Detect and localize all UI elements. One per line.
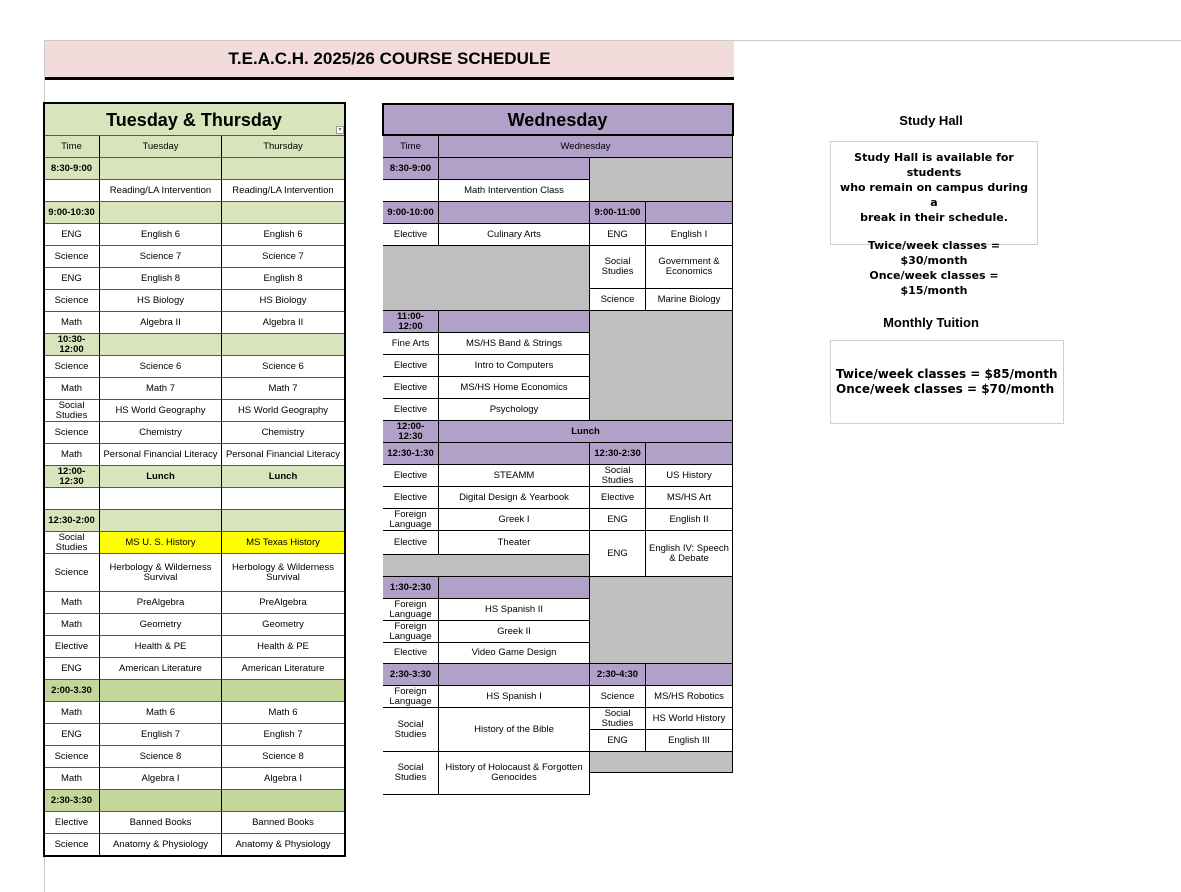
thursday-cell xyxy=(222,488,345,510)
time-cell: Math xyxy=(44,312,100,334)
wednesday-cell: MS/HS Art xyxy=(646,487,733,509)
tuesday-cell: American Literature xyxy=(100,658,222,680)
wednesday-cell: MS/HS Home Economics xyxy=(439,377,590,399)
time-cell: 9:00-10:00 xyxy=(383,202,439,224)
wednesday-cell: Culinary Arts xyxy=(439,224,590,246)
time-cell: Social Studies xyxy=(44,532,100,554)
column-header-time: Time xyxy=(383,136,439,158)
lunch-cell: Lunch xyxy=(439,421,733,443)
thursday-cell: Science 6 xyxy=(222,356,345,378)
thursday-cell: HS Biology xyxy=(222,290,345,312)
tuition-line: Once/week classes = $70/month xyxy=(836,382,1055,396)
time-cell: Elective xyxy=(44,812,100,834)
monthly-tuition-box xyxy=(830,340,1064,424)
wednesday-cell xyxy=(590,752,733,773)
wednesday-header: Wednesday xyxy=(383,104,733,136)
thursday-cell: Science 8 xyxy=(222,746,345,768)
time-cell: Science xyxy=(44,554,100,592)
thursday-cell: American Literature xyxy=(222,658,345,680)
time-cell: 1:30-2:30 xyxy=(383,577,439,599)
column-header-time: Time xyxy=(44,136,100,158)
tuesday-cell: MS U. S. History xyxy=(100,532,222,554)
wednesday-cell: Elective xyxy=(590,487,646,509)
thursday-cell xyxy=(222,680,345,702)
time-cell: 11:00-12:00 xyxy=(383,311,439,333)
time-cell: 8:30-9:00 xyxy=(383,158,439,180)
thursday-cell xyxy=(222,202,345,224)
tuesday-cell: English 7 xyxy=(100,724,222,746)
wednesday-cell: Science xyxy=(590,686,646,708)
thursday-cell xyxy=(222,334,345,356)
tuesday-cell: Algebra II xyxy=(100,312,222,334)
wednesday-cell: HS Spanish I xyxy=(439,686,590,708)
tuition-line: Twice/week classes = $85/month xyxy=(836,367,1058,381)
thursday-cell: English 7 xyxy=(222,724,345,746)
tuesday-cell: Banned Books xyxy=(100,812,222,834)
wednesday-cell xyxy=(646,202,733,224)
wednesday-cell: Foreign Language xyxy=(383,599,439,621)
wednesday-cell: Theater xyxy=(439,531,590,555)
study-hall-line: who remain on campus during a xyxy=(840,181,1028,209)
time-cell: 12:30-2:00 xyxy=(44,510,100,532)
time-cell: 2:00-3.30 xyxy=(44,680,100,702)
wednesday-cell: Math Intervention Class xyxy=(439,180,590,202)
time-cell: 12:00-12:30 xyxy=(44,466,100,488)
thursday-cell: Chemistry xyxy=(222,422,345,444)
tuesday-cell: Personal Financial Literacy xyxy=(100,444,222,466)
time-cell: Math xyxy=(44,378,100,400)
thursday-cell: Lunch xyxy=(222,466,345,488)
time-cell xyxy=(44,180,100,202)
time-cell: Science xyxy=(44,422,100,444)
study-hall-title: Study Hall xyxy=(899,113,963,128)
wednesday-cell: Elective xyxy=(383,643,439,664)
time-cell: 9:00-10:30 xyxy=(44,202,100,224)
tuesday-cell: Math 7 xyxy=(100,378,222,400)
tuesday-cell: Anatomy & Physiology xyxy=(100,834,222,856)
tuesday-thursday-header: Tuesday & Thursday xyxy=(44,104,345,136)
time-cell: ENG xyxy=(44,224,100,246)
tuesday-cell: Science 7 xyxy=(100,246,222,268)
tuesday-cell xyxy=(100,158,222,180)
wednesday-cell: Social Studies xyxy=(590,708,646,730)
tuesday-cell: English 6 xyxy=(100,224,222,246)
tuesday-cell xyxy=(100,202,222,224)
wednesday-cell: Science xyxy=(590,289,646,311)
thursday-cell: HS World Geography xyxy=(222,400,345,422)
time-cell: 12:00-12:30 xyxy=(383,421,439,443)
time-cell: Math xyxy=(44,702,100,724)
wednesday-cell: Foreign Language xyxy=(383,686,439,708)
wednesday-cell xyxy=(439,443,590,465)
time-cell: ENG xyxy=(44,724,100,746)
thursday-cell: Banned Books xyxy=(222,812,345,834)
thursday-cell: Math 6 xyxy=(222,702,345,724)
tuesday-cell: Herbology & Wilderness Survival xyxy=(100,554,222,592)
tuesday-cell xyxy=(100,790,222,812)
tuesday-cell xyxy=(100,488,222,510)
wednesday-cell: History of the Bible xyxy=(439,708,590,752)
time-cell: 12:30-1:30 xyxy=(383,443,439,465)
column-header-wednesday: Wednesday xyxy=(439,136,733,158)
time-cell xyxy=(44,488,100,510)
wednesday-cell: English IV: Speech & Debate xyxy=(646,531,733,577)
time-cell: Math xyxy=(44,768,100,790)
wednesday-cell: Elective xyxy=(383,224,439,246)
wednesday-cell: US History xyxy=(646,465,733,487)
wednesday-cell: Social Studies xyxy=(590,246,646,289)
wednesday-cell: English I xyxy=(646,224,733,246)
tuesday-cell: HS Biology xyxy=(100,290,222,312)
time-cell: Elective xyxy=(44,636,100,658)
time-cell: 2:30-3:30 xyxy=(383,664,439,686)
wednesday-cell: Video Game Design xyxy=(439,643,590,664)
time-cell: Math xyxy=(44,444,100,466)
wednesday-cell: HS World History xyxy=(646,708,733,730)
wednesday-cell xyxy=(590,311,733,421)
tuesday-cell: Math 6 xyxy=(100,702,222,724)
wednesday-cell: History of Holocaust & Forgotten Genocides xyxy=(439,752,590,795)
time-cell: Science xyxy=(44,290,100,312)
wednesday-cell: Social Studies xyxy=(383,752,439,795)
thursday-cell: Reading/LA Intervention xyxy=(222,180,345,202)
thursday-cell xyxy=(222,790,345,812)
wednesday-cell: Foreign Language xyxy=(383,621,439,643)
time-cell: 12:30-2:30 xyxy=(590,443,646,465)
wednesday-cell: Elective xyxy=(383,465,439,487)
wednesday-cell: Social Studies xyxy=(590,465,646,487)
time-cell: 10:30-12:00 xyxy=(44,334,100,356)
wednesday-cell: HS Spanish II xyxy=(439,599,590,621)
thursday-cell: Herbology & Wilderness Survival xyxy=(222,554,345,592)
thursday-cell: English 8 xyxy=(222,268,345,290)
study-hall-box xyxy=(830,141,1038,297)
wednesday-cell xyxy=(590,577,733,664)
wednesday-cell: Elective xyxy=(383,377,439,399)
time-cell: 2:30-3:30 xyxy=(44,790,100,812)
time-cell: ENG xyxy=(44,658,100,680)
wednesday-cell xyxy=(383,246,590,311)
wednesday-cell: English II xyxy=(646,509,733,531)
time-cell: 9:00-11:00 xyxy=(590,202,646,224)
wednesday-cell xyxy=(439,158,590,180)
page-title: T.E.A.C.H. 2025/26 COURSE SCHEDULE xyxy=(45,41,734,80)
tuesday-cell: HS World Geography xyxy=(100,400,222,422)
tuesday-cell xyxy=(100,510,222,532)
time-cell: 2:30-4:30 xyxy=(590,664,646,686)
thursday-cell xyxy=(222,158,345,180)
tuesday-cell: English 8 xyxy=(100,268,222,290)
column-header-thursday: Thursday xyxy=(222,136,345,158)
wednesday-cell: Marine Biology xyxy=(646,289,733,311)
time-cell: ENG xyxy=(44,268,100,290)
wednesday-cell: ENG xyxy=(590,730,646,752)
wednesday-cell: STEAMM xyxy=(439,465,590,487)
tuesday-cell: Geometry xyxy=(100,614,222,636)
thursday-cell: Algebra I xyxy=(222,768,345,790)
wednesday-cell: ENG xyxy=(590,509,646,531)
wednesday-cell xyxy=(383,555,590,577)
thursday-cell: PreAlgebra xyxy=(222,592,345,614)
thursday-cell: Math 7 xyxy=(222,378,345,400)
time-cell: Science xyxy=(44,746,100,768)
thursday-cell: English 6 xyxy=(222,224,345,246)
time-cell: Math xyxy=(44,592,100,614)
thursday-cell: Personal Financial Literacy xyxy=(222,444,345,466)
wednesday-cell xyxy=(439,202,590,224)
wednesday-cell: ENG xyxy=(590,224,646,246)
study-hall-line: Study Hall is available for students xyxy=(854,151,1014,179)
wednesday-cell: Fine Arts xyxy=(383,333,439,355)
wednesday-cell: Elective xyxy=(383,355,439,377)
wednesday-cell: Digital Design & Yearbook xyxy=(439,487,590,509)
thursday-cell: Anatomy & Physiology xyxy=(222,834,345,856)
wednesday-cell: Elective xyxy=(383,487,439,509)
time-cell: Science xyxy=(44,356,100,378)
wednesday-cell: Social Studies xyxy=(383,708,439,752)
wednesday-cell: Intro to Computers xyxy=(439,355,590,377)
wednesday-cell: Elective xyxy=(383,531,439,555)
wednesday-cell: Greek II xyxy=(439,621,590,643)
wednesday-cell xyxy=(646,664,733,686)
tuesday-cell: Lunch xyxy=(100,466,222,488)
monthly-tuition-title: Monthly Tuition xyxy=(883,315,979,330)
time-cell: Math xyxy=(44,614,100,636)
study-hall-line: break in their schedule. xyxy=(860,211,1008,224)
wednesday-cell xyxy=(383,180,439,202)
study-hall-line: Once/week classes = $15/month xyxy=(869,269,999,297)
wednesday-cell: MS/HS Band & Strings xyxy=(439,333,590,355)
thursday-cell: MS Texas History xyxy=(222,532,345,554)
tuesday-cell: Science 8 xyxy=(100,746,222,768)
wednesday-cell: Foreign Language xyxy=(383,509,439,531)
tuesday-cell: Chemistry xyxy=(100,422,222,444)
time-cell: 8:30-9:00 xyxy=(44,158,100,180)
tuesday-cell: Science 6 xyxy=(100,356,222,378)
wednesday-cell xyxy=(439,664,590,686)
wednesday-cell: Greek I xyxy=(439,509,590,531)
column-header-tuesday: Tuesday xyxy=(100,136,222,158)
wednesday-cell: Elective xyxy=(383,399,439,421)
time-cell: Science xyxy=(44,834,100,856)
wednesday-cell: MS/HS Robotics xyxy=(646,686,733,708)
wednesday-cell xyxy=(439,311,590,333)
wednesday-cell: Psychology xyxy=(439,399,590,421)
thursday-cell xyxy=(222,510,345,532)
tuesday-cell: Health & PE xyxy=(100,636,222,658)
wednesday-cell xyxy=(439,577,590,599)
wednesday-cell: English III xyxy=(646,730,733,752)
thursday-cell: Geometry xyxy=(222,614,345,636)
tuesday-cell xyxy=(100,334,222,356)
tuesday-cell: PreAlgebra xyxy=(100,592,222,614)
wednesday-cell: ENG xyxy=(590,531,646,577)
wednesday-cell xyxy=(590,158,733,202)
dropdown-arrow-icon[interactable]: ▾ xyxy=(336,126,344,134)
wednesday-cell xyxy=(646,443,733,465)
thursday-cell: Algebra II xyxy=(222,312,345,334)
thursday-cell: Health & PE xyxy=(222,636,345,658)
tuesday-cell: Algebra I xyxy=(100,768,222,790)
tuesday-cell: Reading/LA Intervention xyxy=(100,180,222,202)
study-hall-line: Twice/week classes = $30/month xyxy=(867,239,1001,267)
tuesday-cell xyxy=(100,680,222,702)
wednesday-cell: Government & Economics xyxy=(646,246,733,289)
time-cell: Social Studies xyxy=(44,400,100,422)
time-cell: Science xyxy=(44,246,100,268)
thursday-cell: Science 7 xyxy=(222,246,345,268)
